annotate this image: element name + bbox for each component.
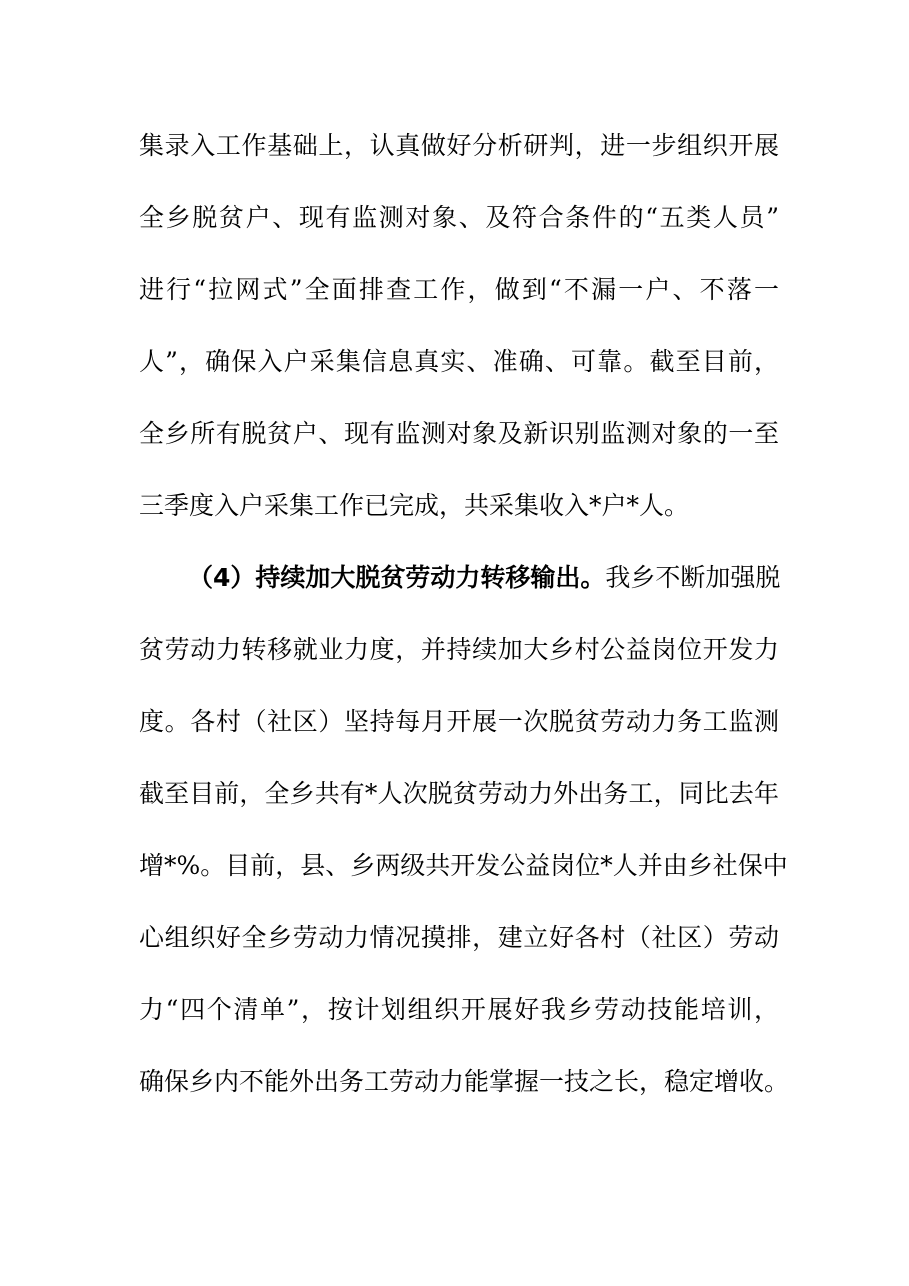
- paragraph-first-line: [139, 550, 779, 622]
- paragraph-line: 进行“拉网式”全面排查工作，做到“不漏一户、不落一: [139, 275, 779, 304]
- document-body: [139, 118, 790, 1126]
- section-heading: （4）持续加大脱贫劳动力转移输出。: [188, 563, 606, 592]
- paragraph-line: 全乡所有脱贫户、现有监测对象及新识别监测对象的一至: [139, 419, 779, 448]
- paragraph-line-rest: 我乡不断加强脱: [605, 563, 781, 592]
- paragraph-line: 截至目前，全乡共有*人次脱贫劳动力外出务工，同比去年: [139, 779, 779, 808]
- paragraph-line: 贫劳动力转移就业力度，并持续加大乡村公益岗位开发力: [139, 635, 779, 664]
- paragraph-1: [139, 118, 779, 550]
- paragraph-line: 增*%。目前，县、乡两级共开发公益岗位*人并由乡社保中: [139, 851, 788, 880]
- paragraph-line: 集录入工作基础上，认真做好分析研判，进一步组织开展: [139, 131, 779, 160]
- paragraph-line: 三季度入户采集工作已完成，共采集收入*户*人。: [139, 491, 690, 520]
- paragraph-line: 力“四个清单”，按计划组织开展好我乡劳动技能培训，: [139, 995, 779, 1024]
- paragraph-line: 度。各村（社区）坚持每月开展一次脱贫劳动力务工监测: [139, 707, 779, 736]
- paragraph-2: [139, 550, 790, 1126]
- paragraph-line: 确保乡内不能外出务工劳动力能掌握一技之长，稳定增收。: [139, 1067, 790, 1096]
- paragraph-line: 心组织好全乡劳动力情况摸排，建立好各村（社区）劳动: [139, 923, 779, 952]
- paragraph-line: 人”，确保入户采集信息真实、准确、可靠。截至目前，: [139, 347, 779, 376]
- paragraph-line: 全乡脱贫户、现有监测对象、及符合条件的“五类人员”: [139, 203, 779, 232]
